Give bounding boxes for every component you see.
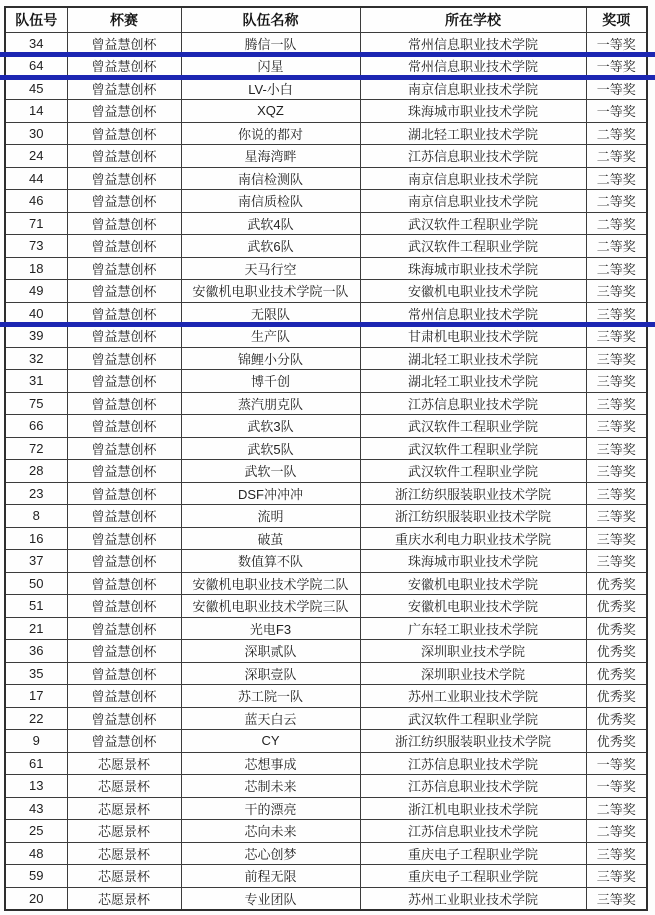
cell-team: 芯想事成	[181, 752, 360, 775]
cell-cup: 芯愿景杯	[67, 752, 181, 775]
cell-cup: 曾益慧创杯	[67, 77, 181, 100]
cell-team_no: 73	[5, 235, 67, 258]
cell-school: 安徽机电职业技术学院	[360, 595, 586, 618]
cell-cup: 曾益慧创杯	[67, 167, 181, 190]
cell-school: 江苏信息职业技术学院	[360, 145, 586, 168]
cell-team_no: 18	[5, 257, 67, 280]
cell-school: 武汉软件工程职业学院	[360, 415, 586, 438]
cell-cup: 曾益慧创杯	[67, 685, 181, 708]
cell-cup: 曾益慧创杯	[67, 392, 181, 415]
cell-team_no: 30	[5, 122, 67, 145]
cell-team: 芯向未来	[181, 820, 360, 843]
cell-award: 三等奖	[586, 347, 647, 370]
cell-cup: 曾益慧创杯	[67, 550, 181, 573]
table-row	[5, 370, 647, 393]
cell-team_no: 16	[5, 527, 67, 550]
cell-team: DSF冲冲冲	[181, 482, 360, 505]
cell-cup: 曾益慧创杯	[67, 122, 181, 145]
cell-team: 你说的都对	[181, 122, 360, 145]
cell-school: 常州信息职业技术学院	[360, 302, 586, 325]
cell-school: 湖北轻工职业技术学院	[360, 122, 586, 145]
cell-team_no: 72	[5, 437, 67, 460]
cell-award: 三等奖	[586, 302, 647, 325]
cell-school: 甘肃机电职业技术学院	[360, 325, 586, 348]
cell-cup: 曾益慧创杯	[67, 32, 181, 55]
cell-school: 常州信息职业技术学院	[360, 55, 586, 78]
cell-cup: 曾益慧创杯	[67, 55, 181, 78]
cell-award: 三等奖	[586, 842, 647, 865]
cell-award: 优秀奖	[586, 640, 647, 663]
table-row	[5, 212, 647, 235]
table-row	[5, 662, 647, 685]
cell-team: 芯心创梦	[181, 842, 360, 865]
table-body	[5, 32, 647, 910]
table-row	[5, 527, 647, 550]
cell-team_no: 71	[5, 212, 67, 235]
cell-award: 三等奖	[586, 887, 647, 910]
cell-award: 一等奖	[586, 100, 647, 123]
cell-cup: 曾益慧创杯	[67, 325, 181, 348]
cell-team_no: 43	[5, 797, 67, 820]
cell-team: 武软5队	[181, 437, 360, 460]
cell-cup: 曾益慧创杯	[67, 527, 181, 550]
header-row	[5, 7, 647, 32]
cell-team: 前程无限	[181, 865, 360, 888]
cell-cup: 曾益慧创杯	[67, 145, 181, 168]
cell-team: 武软3队	[181, 415, 360, 438]
cell-cup: 芯愿景杯	[67, 797, 181, 820]
cell-school: 武汉软件工程职业学院	[360, 707, 586, 730]
table-row	[5, 437, 647, 460]
table-row	[5, 460, 647, 483]
cell-school: 江苏信息职业技术学院	[360, 392, 586, 415]
cell-team_no: 49	[5, 280, 67, 303]
cell-award: 二等奖	[586, 167, 647, 190]
table-row	[5, 595, 647, 618]
table-row	[5, 572, 647, 595]
cell-school: 珠海城市职业技术学院	[360, 257, 586, 280]
cell-cup: 芯愿景杯	[67, 842, 181, 865]
cell-team: 天马行空	[181, 257, 360, 280]
cell-award: 优秀奖	[586, 572, 647, 595]
column-header-team: 队伍名称	[181, 7, 360, 32]
cell-team_no: 40	[5, 302, 67, 325]
cell-school: 浙江纺织服装职业技术学院	[360, 730, 586, 753]
cell-team: 闪星	[181, 55, 360, 78]
cell-award: 二等奖	[586, 257, 647, 280]
table-row	[5, 707, 647, 730]
table-row	[5, 797, 647, 820]
cell-school: 深圳职业技术学院	[360, 640, 586, 663]
cell-team_no: 46	[5, 190, 67, 213]
cell-team: 流明	[181, 505, 360, 528]
cell-cup: 曾益慧创杯	[67, 505, 181, 528]
table-row	[5, 392, 647, 415]
cell-school: 江苏信息职业技术学院	[360, 752, 586, 775]
cell-team_no: 51	[5, 595, 67, 618]
cell-school: 常州信息职业技术学院	[360, 32, 586, 55]
cell-team_no: 14	[5, 100, 67, 123]
cell-team: 专业团队	[181, 887, 360, 910]
cell-school: 武汉软件工程职业学院	[360, 437, 586, 460]
table-row	[5, 505, 647, 528]
cell-team: 安徽机电职业技术学院三队	[181, 595, 360, 618]
table-row	[5, 887, 647, 910]
cell-school: 南京信息职业技术学院	[360, 167, 586, 190]
cell-school: 浙江纺织服装职业技术学院	[360, 505, 586, 528]
cell-team_no: 21	[5, 617, 67, 640]
cell-cup: 曾益慧创杯	[67, 280, 181, 303]
cell-award: 二等奖	[586, 820, 647, 843]
cell-award: 一等奖	[586, 55, 647, 78]
cell-award: 三等奖	[586, 325, 647, 348]
table-row	[5, 820, 647, 843]
cell-team: 安徽机电职业技术学院一队	[181, 280, 360, 303]
cell-team_no: 45	[5, 77, 67, 100]
cell-team_no: 59	[5, 865, 67, 888]
cell-award: 二等奖	[586, 145, 647, 168]
cell-cup: 曾益慧创杯	[67, 437, 181, 460]
cell-award: 三等奖	[586, 280, 647, 303]
cell-award: 二等奖	[586, 235, 647, 258]
cell-award: 优秀奖	[586, 662, 647, 685]
cell-school: 重庆电子工程职业学院	[360, 842, 586, 865]
cell-award: 二等奖	[586, 797, 647, 820]
cell-award: 三等奖	[586, 550, 647, 573]
table-row	[5, 77, 647, 100]
cell-team: 南信质检队	[181, 190, 360, 213]
cell-award: 优秀奖	[586, 617, 647, 640]
cell-team_no: 31	[5, 370, 67, 393]
highlight-underline	[0, 52, 655, 57]
cell-team: XQZ	[181, 100, 360, 123]
cell-team: 蓝天白云	[181, 707, 360, 730]
cell-school: 湖北轻工职业技术学院	[360, 347, 586, 370]
cell-team_no: 35	[5, 662, 67, 685]
cell-team_no: 50	[5, 572, 67, 595]
cell-school: 深圳职业技术学院	[360, 662, 586, 685]
cell-team: 博千创	[181, 370, 360, 393]
cell-school: 广东轻工职业技术学院	[360, 617, 586, 640]
cell-school: 浙江机电职业技术学院	[360, 797, 586, 820]
cell-award: 优秀奖	[586, 707, 647, 730]
cell-team_no: 75	[5, 392, 67, 415]
cell-school: 珠海城市职业技术学院	[360, 100, 586, 123]
table-row	[5, 145, 647, 168]
cell-cup: 芯愿景杯	[67, 820, 181, 843]
column-header-cup: 杯赛	[67, 7, 181, 32]
cell-award: 三等奖	[586, 370, 647, 393]
cell-team_no: 61	[5, 752, 67, 775]
column-header-team_no: 队伍号	[5, 7, 67, 32]
table-row	[5, 167, 647, 190]
cell-team: 数值算不队	[181, 550, 360, 573]
table-row	[5, 280, 647, 303]
table-row	[5, 752, 647, 775]
cell-cup: 曾益慧创杯	[67, 707, 181, 730]
cell-team: 武软6队	[181, 235, 360, 258]
cell-award: 三等奖	[586, 460, 647, 483]
cell-award: 二等奖	[586, 212, 647, 235]
cell-team_no: 48	[5, 842, 67, 865]
cell-award: 三等奖	[586, 437, 647, 460]
cell-team: 光电F3	[181, 617, 360, 640]
cell-team_no: 17	[5, 685, 67, 708]
award-results-table	[4, 6, 648, 911]
cell-team: 武软4队	[181, 212, 360, 235]
table-row	[5, 865, 647, 888]
cell-school: 南京信息职业技术学院	[360, 190, 586, 213]
cell-team_no: 8	[5, 505, 67, 528]
cell-team: 深职贰队	[181, 640, 360, 663]
cell-team_no: 9	[5, 730, 67, 753]
cell-cup: 曾益慧创杯	[67, 257, 181, 280]
cell-award: 一等奖	[586, 32, 647, 55]
table-row	[5, 415, 647, 438]
cell-cup: 曾益慧创杯	[67, 617, 181, 640]
cell-team: 干的漂亮	[181, 797, 360, 820]
cell-team: 深职壹队	[181, 662, 360, 685]
cell-team: 破茧	[181, 527, 360, 550]
cell-team_no: 37	[5, 550, 67, 573]
table-row	[5, 775, 647, 798]
highlight-underline	[0, 322, 655, 327]
table-row	[5, 617, 647, 640]
cell-cup: 曾益慧创杯	[67, 370, 181, 393]
cell-team_no: 66	[5, 415, 67, 438]
cell-team_no: 23	[5, 482, 67, 505]
cell-school: 苏州工业职业技术学院	[360, 887, 586, 910]
cell-award: 一等奖	[586, 775, 647, 798]
cell-school: 南京信息职业技术学院	[360, 77, 586, 100]
cell-award: 二等奖	[586, 122, 647, 145]
cell-cup: 曾益慧创杯	[67, 572, 181, 595]
cell-cup: 芯愿景杯	[67, 887, 181, 910]
cell-team: 无限队	[181, 302, 360, 325]
cell-award: 三等奖	[586, 505, 647, 528]
table-row	[5, 100, 647, 123]
cell-school: 安徽机电职业技术学院	[360, 572, 586, 595]
cell-team: LV-小白	[181, 77, 360, 100]
cell-team: 锦鲤小分队	[181, 347, 360, 370]
cell-cup: 曾益慧创杯	[67, 100, 181, 123]
cell-school: 湖北轻工职业技术学院	[360, 370, 586, 393]
column-header-school: 所在学校	[360, 7, 586, 32]
cell-school: 浙江纺织服装职业技术学院	[360, 482, 586, 505]
cell-team_no: 20	[5, 887, 67, 910]
table-row	[5, 842, 647, 865]
cell-team_no: 22	[5, 707, 67, 730]
cell-team: 南信检测队	[181, 167, 360, 190]
cell-team: CY	[181, 730, 360, 753]
table-row	[5, 640, 647, 663]
cell-team: 武软一队	[181, 460, 360, 483]
cell-cup: 曾益慧创杯	[67, 595, 181, 618]
cell-team: 生产队	[181, 325, 360, 348]
cell-cup: 曾益慧创杯	[67, 190, 181, 213]
table-row	[5, 482, 647, 505]
cell-team_no: 24	[5, 145, 67, 168]
table-row	[5, 730, 647, 753]
cell-team_no: 13	[5, 775, 67, 798]
cell-cup: 芯愿景杯	[67, 865, 181, 888]
cell-team: 星海湾畔	[181, 145, 360, 168]
cell-cup: 曾益慧创杯	[67, 212, 181, 235]
cell-school: 重庆电子工程职业学院	[360, 865, 586, 888]
cell-school: 苏州工业职业技术学院	[360, 685, 586, 708]
cell-award: 优秀奖	[586, 685, 647, 708]
table-row	[5, 347, 647, 370]
cell-school: 重庆水利电力职业技术学院	[360, 527, 586, 550]
cell-cup: 曾益慧创杯	[67, 662, 181, 685]
cell-team: 蒸汽朋克队	[181, 392, 360, 415]
cell-school: 武汉软件工程职业学院	[360, 212, 586, 235]
highlight-underline	[0, 75, 655, 80]
cell-cup: 曾益慧创杯	[67, 347, 181, 370]
cell-team_no: 39	[5, 325, 67, 348]
cell-cup: 曾益慧创杯	[67, 415, 181, 438]
cell-award: 优秀奖	[586, 595, 647, 618]
cell-award: 一等奖	[586, 77, 647, 100]
cell-award: 三等奖	[586, 482, 647, 505]
cell-award: 三等奖	[586, 527, 647, 550]
cell-school: 珠海城市职业技术学院	[360, 550, 586, 573]
column-header-award: 奖项	[586, 7, 647, 32]
cell-school: 武汉软件工程职业学院	[360, 460, 586, 483]
cell-school: 江苏信息职业技术学院	[360, 820, 586, 843]
cell-team: 芯制未来	[181, 775, 360, 798]
table-row	[5, 685, 647, 708]
cell-award: 优秀奖	[586, 730, 647, 753]
cell-cup: 曾益慧创杯	[67, 730, 181, 753]
cell-team_no: 32	[5, 347, 67, 370]
table-row	[5, 550, 647, 573]
cell-cup: 曾益慧创杯	[67, 482, 181, 505]
cell-school: 武汉软件工程职业学院	[360, 235, 586, 258]
cell-award: 一等奖	[586, 752, 647, 775]
cell-cup: 曾益慧创杯	[67, 640, 181, 663]
cell-team_no: 25	[5, 820, 67, 843]
cell-school: 江苏信息职业技术学院	[360, 775, 586, 798]
cell-team_no: 44	[5, 167, 67, 190]
cell-award: 三等奖	[586, 415, 647, 438]
table-row	[5, 190, 647, 213]
cell-cup: 曾益慧创杯	[67, 460, 181, 483]
cell-team_no: 28	[5, 460, 67, 483]
table-header	[5, 7, 647, 32]
table-row	[5, 325, 647, 348]
cell-team: 苏工院一队	[181, 685, 360, 708]
cell-team_no: 64	[5, 55, 67, 78]
cell-team: 安徽机电职业技术学院二队	[181, 572, 360, 595]
cell-team: 腾信一队	[181, 32, 360, 55]
cell-school: 安徽机电职业技术学院	[360, 280, 586, 303]
cell-award: 三等奖	[586, 865, 647, 888]
cell-cup: 芯愿景杯	[67, 775, 181, 798]
cell-team_no: 34	[5, 32, 67, 55]
table-row	[5, 235, 647, 258]
cell-award: 二等奖	[586, 190, 647, 213]
cell-team_no: 36	[5, 640, 67, 663]
cell-cup: 曾益慧创杯	[67, 302, 181, 325]
table-row	[5, 122, 647, 145]
cell-cup: 曾益慧创杯	[67, 235, 181, 258]
table-row	[5, 257, 647, 280]
cell-award: 三等奖	[586, 392, 647, 415]
